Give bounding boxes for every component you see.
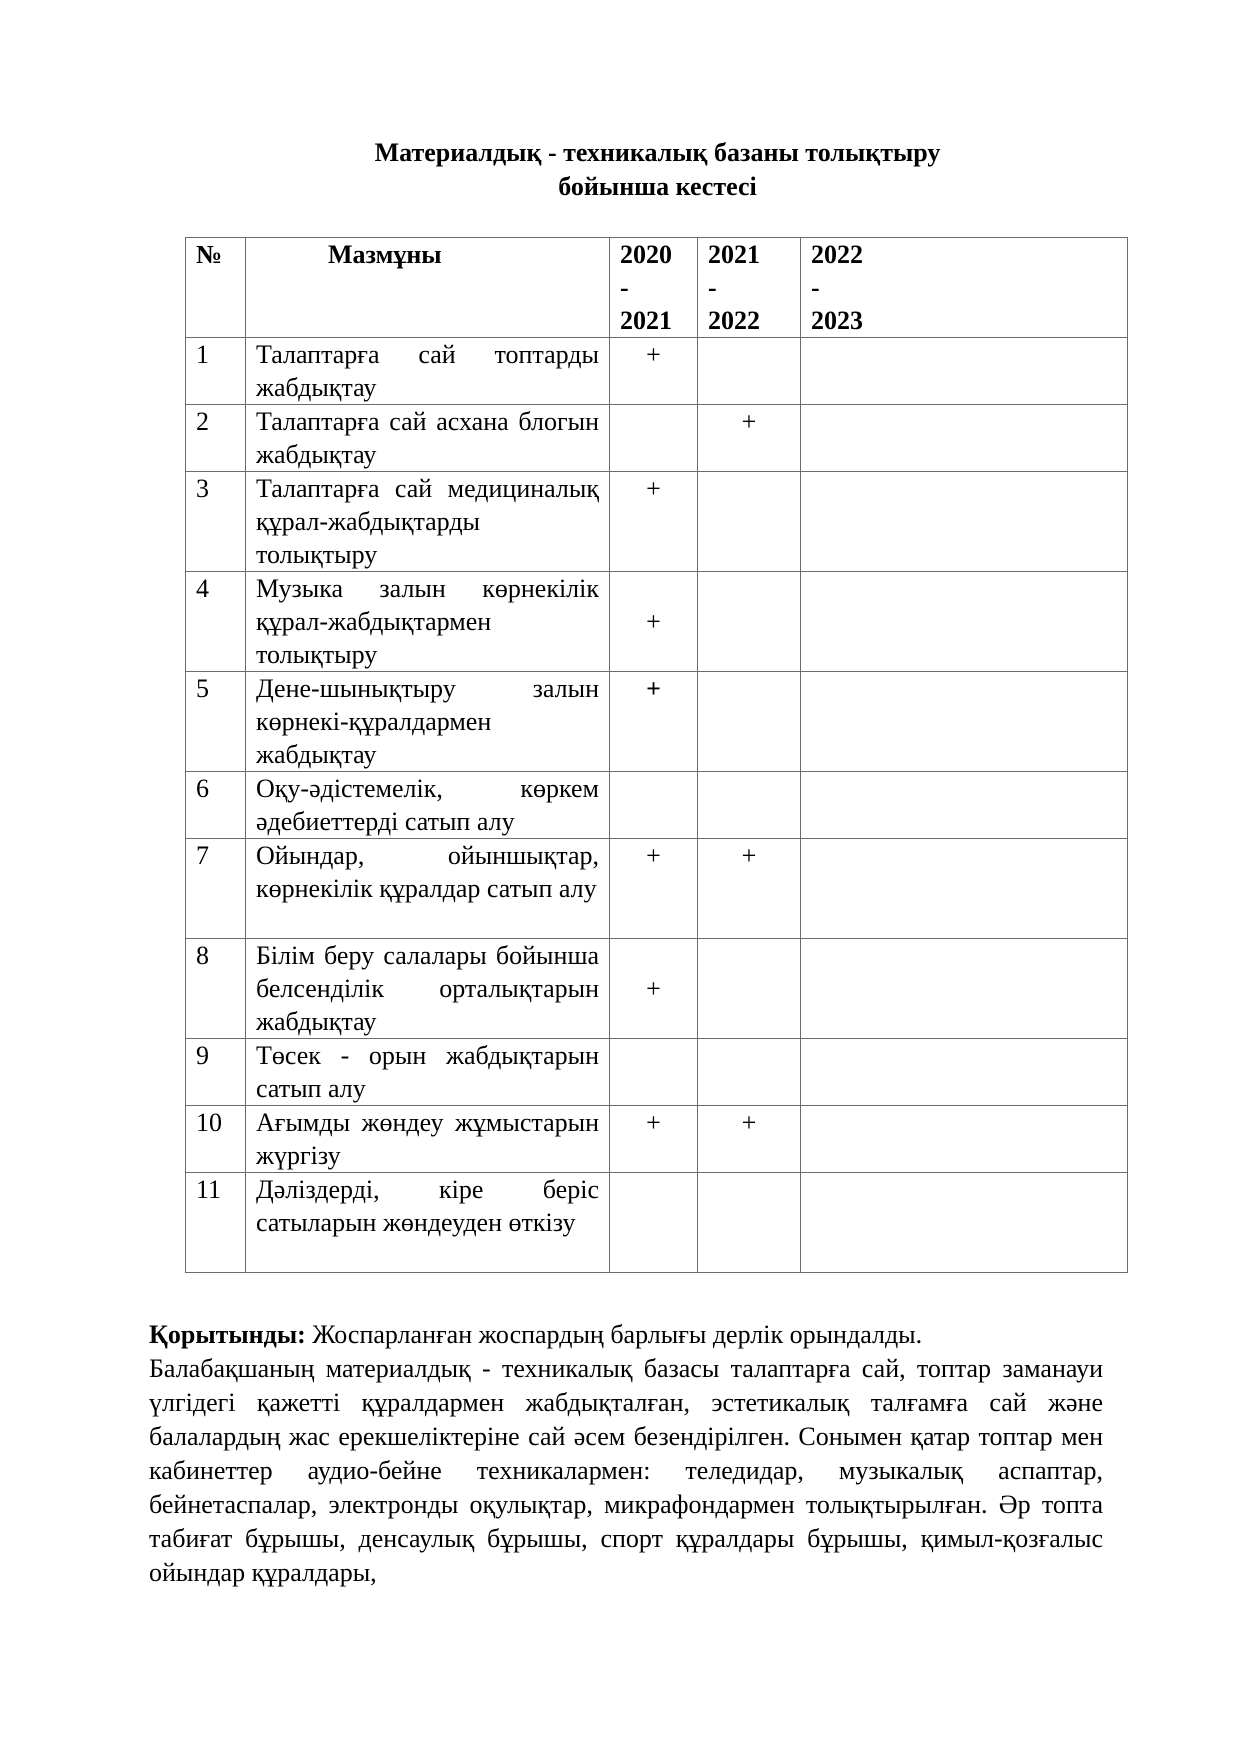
row-number: 6 [186,772,246,839]
mark-2022-2023 [801,672,1128,772]
table-row [186,472,1128,572]
summary-first-text: Жоспарланған жоспардың барлығы дерлік орындалды. [305,1320,923,1349]
mark-2022-2023 [801,1039,1128,1106]
row-content: Оқу-әдістемелік, көркем әдебиеттерді сатып алу [246,772,610,839]
row-content: Ойындар, ойыншықтар, көрнекілік құралдар сатып алу [246,839,610,939]
table-row [186,338,1128,405]
mark-2022-2023 [801,1106,1128,1173]
header-content: Мазмұны [246,238,610,338]
equipment-plan-table [185,237,1128,1273]
table-row [186,772,1128,839]
table-header-row [186,238,1128,338]
mark-2020-2021: + [610,338,698,405]
mark-2021-2022 [698,672,801,772]
title-line-1: Материалдық - техникалық базаны толықтыру [374,138,941,167]
row-number: 8 [186,939,246,1039]
table-row [186,672,1128,772]
mark-2020-2021: + [610,939,698,1039]
row-content: Дәліздерді, кіре беріс сатыларын жөндеуден өткізу [246,1173,610,1273]
row-number: 2 [186,405,246,472]
row-content: Төсек - орын жабдықтарын сатып алу [246,1039,610,1106]
table-row [186,572,1128,672]
table-row [186,1173,1128,1273]
row-content: Дене-шынықтыру залын көрнекі-құралдармен жабдықтау [246,672,610,772]
mark-2022-2023 [801,1173,1128,1273]
mark-2022-2023 [801,405,1128,472]
mark-2022-2023 [801,472,1128,572]
mark-2021-2022 [698,772,801,839]
row-content: Талаптарға сай асхана блогын жабдықтау [246,405,610,472]
mark-2022-2023 [801,939,1128,1039]
mark-2020-2021: + [610,1106,698,1173]
mark-2021-2022 [698,1039,801,1106]
title-line-2: бойынша кестесі [558,172,757,201]
summary-first-line [149,1318,1103,1352]
mark-2020-2021: + [610,572,698,672]
row-content: Музыка залын көрнекілік құрал-жабдықтармен толықтыру [246,572,610,672]
header-num: № [186,238,246,338]
mark-2021-2022: + [698,405,801,472]
mark-2021-2022 [698,572,801,672]
table-row [186,405,1128,472]
row-number: 7 [186,839,246,939]
mark-2021-2022: + [698,1106,801,1173]
row-number: 9 [186,1039,246,1106]
mark-2021-2022 [698,1173,801,1273]
mark-2020-2021 [610,772,698,839]
mark-2022-2023 [801,338,1128,405]
mark-2022-2023 [801,572,1128,672]
table-row [186,1039,1128,1106]
mark-2020-2021: + [610,472,698,572]
mark-2021-2022 [698,939,801,1039]
row-number: 1 [186,338,246,405]
table-row [186,839,1128,939]
table-row [186,1106,1128,1173]
document-title [185,136,1130,204]
row-number: 11 [186,1173,246,1273]
header-year-2022-2023: 2022 - 2023 [801,238,1128,338]
row-content: Талаптарға сай топтарды жабдықтау [246,338,610,405]
row-number: 3 [186,472,246,572]
summary-lead: Қорытынды: [149,1320,306,1349]
mark-2020-2021 [610,1039,698,1106]
row-content: Талаптарға сай медициналық құрал-жабдықтарды толықтыру [246,472,610,572]
row-number: 4 [186,572,246,672]
summary-body: Балабақшаның материалдық - техникалық базасы талаптарға сай, топтар заманауи үлгідегі қажетті құралдармен жабдықталған, эстетикалық талғамға сай және балалардың жас ерекшеліктеріне сай әсем безендірілген. Сонымен қатар топтар мен кабинеттер аудио-бейне техникалармен: теледидар, музыкалық аспаптар, бейнетаспалар, электронды оқулықтар, микрафондармен толықтырылған. Әр топта табиғат бұрышы, денсаулық бұрышы, спорт құралдары бұрышы, қимыл-қозғалыс ойындар құралдары, [149,1354,1103,1587]
header-year-2021-2022: 2021 - 2022 [698,238,801,338]
mark-2020-2021: + [610,672,698,772]
mark-2021-2022: + [698,839,801,939]
mark-2020-2021 [610,405,698,472]
mark-2022-2023 [801,772,1128,839]
mark-2020-2021: + [610,839,698,939]
table-row [186,939,1128,1039]
summary-section [149,1318,1103,1590]
row-number: 5 [186,672,246,772]
mark-2021-2022 [698,338,801,405]
mark-2021-2022 [698,472,801,572]
mark-2022-2023 [801,839,1128,939]
mark-2020-2021 [610,1173,698,1273]
row-content: Ағымды жөндеу жұмыстарын жүргізу [246,1106,610,1173]
row-number: 10 [186,1106,246,1173]
header-year-2020-2021: 2020 - 2021 [610,238,698,338]
row-content: Білім беру салалары бойынша белсенділік орталықтарын жабдықтау [246,939,610,1039]
